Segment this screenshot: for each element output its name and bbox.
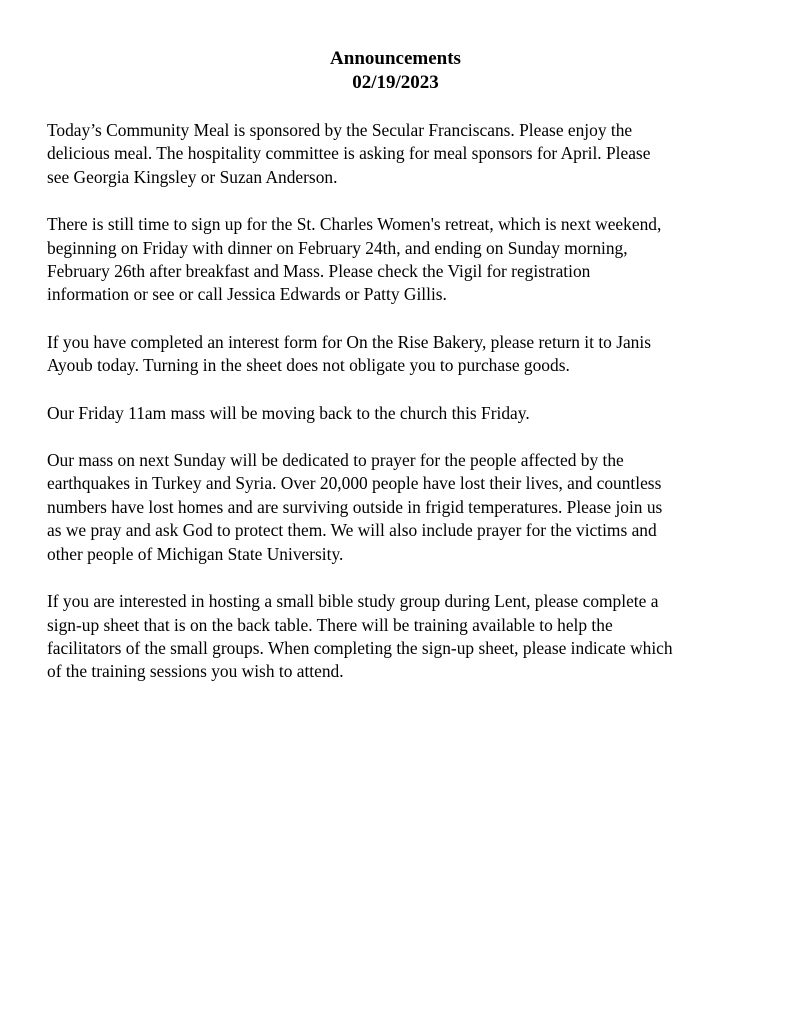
announcement-community-meal: Today’s Community Meal is sponsored by the Secular Franciscans. Please enjoy the delicious meal. The hospitality committee is asking for meal sponsors for April. Please see Georgia Kingsley or Suzan Anderson. bbox=[47, 120, 651, 187]
announcement-prayer-mass: Our mass on next Sunday will be dedicated to prayer for the people affected by the earthquakes in Turkey and Syria. Over 20,000 people have lost their lives, and countless numbers have lost homes and are surviving outside in frigid temperatures. Please join us as we pray and ask God to protect them. We will also include prayer for the victims and other people of Michigan State University. bbox=[47, 450, 663, 564]
announcement-friday-mass: Our Friday 11am mass will be moving back to the church this Friday. bbox=[47, 402, 530, 423]
header bbox=[0, 47, 791, 95]
announcement-bible-study: If you are interested in hosting a small bible study group during Lent, please complete a sign-up sheet that is on the back table. There will be training available to help the facilitators of the small groups. When completing the sign-up sheet, please indicate which of the training sessions you wish to attend. bbox=[47, 591, 673, 682]
announcement-bakery-form: If you have completed an interest form for On the Rise Bakery, please return it to Janis Ayoub today. Turning in the sheet does not obligate you to purchase goods. bbox=[47, 331, 651, 376]
page-date: 02/19/2023 bbox=[352, 72, 439, 93]
announcements-body bbox=[47, 119, 752, 708]
announcement-womens-retreat: There is still time to sign up for the St. Charles Women's retreat, which is next weekend, beginning on Friday with dinner on February 24th, and ending on Sunday morning, February 26th after breakfast and Mass. Please check the Vigil for registration information or see or call Jessica Edwards or Patty Gillis. bbox=[47, 214, 662, 305]
page-title: Announcements bbox=[330, 48, 461, 69]
